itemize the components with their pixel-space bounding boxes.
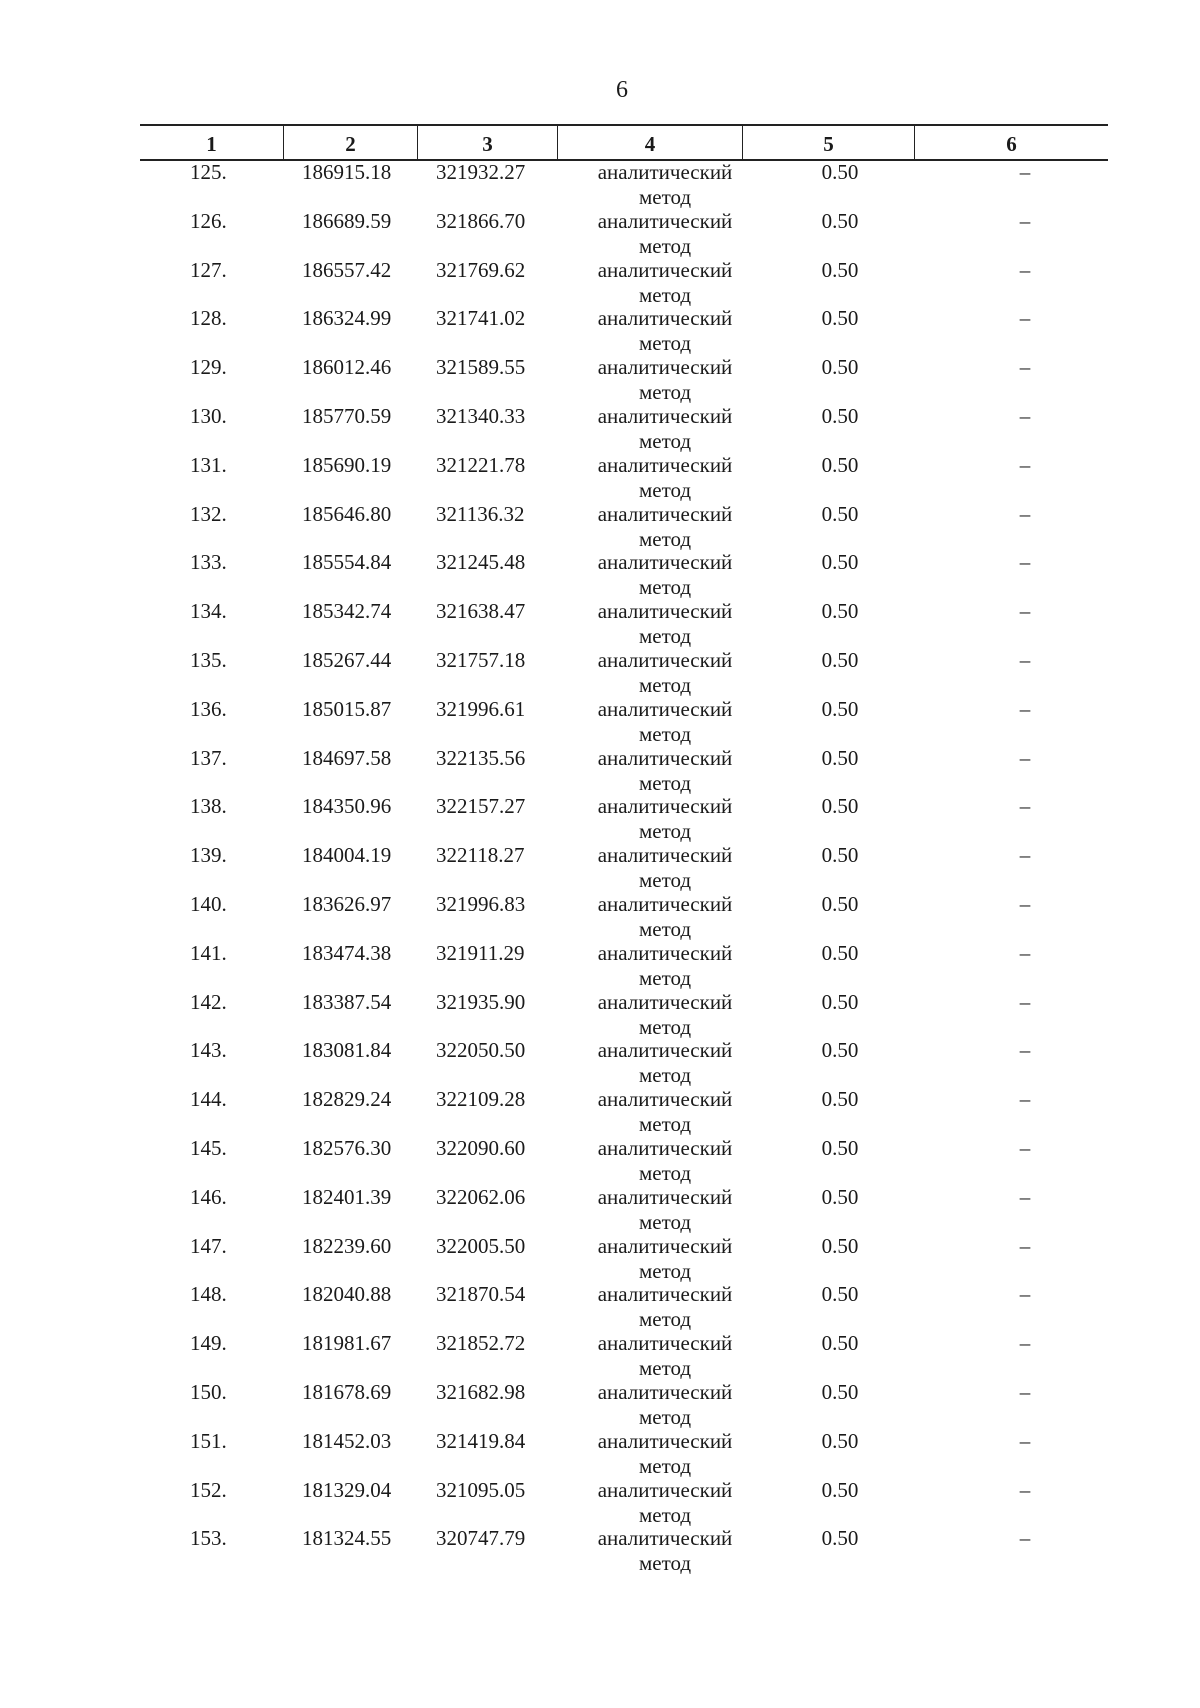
method-line-1: аналитический [597,208,733,233]
method-cell [540,941,790,991]
method-cell [540,160,790,210]
table-row [140,843,1108,892]
method-line-2: метод [638,770,692,795]
accuracy-value: 0.50 [821,501,859,526]
note-dash: – [1019,550,1031,575]
method-line-1: аналитический [597,647,733,672]
row-number: 149. [190,1331,227,1356]
row-number: 134. [190,599,227,624]
method-line-2: метод [638,1404,692,1429]
method-line-1: аналитический [597,1379,733,1404]
row-number: 150. [190,1379,227,1404]
method-line-2: метод [638,1112,692,1137]
table-row [140,1429,1108,1478]
accuracy-value: 0.50 [821,403,859,428]
method-line-2: метод [638,916,692,941]
note-dash: – [1019,1233,1031,1258]
accuracy-value: 0.50 [821,696,859,721]
header-col-2: 2 [283,126,417,159]
row-number: 148. [190,1282,227,1307]
accuracy-value: 0.50 [821,794,859,819]
note-dash: – [1019,1184,1031,1209]
accuracy-value: 0.50 [821,1331,859,1356]
method-line-2: метод [638,721,692,746]
row-number: 146. [190,1184,227,1209]
table-row [140,502,1108,551]
coordinate-y: 321757.18 [436,647,526,672]
coordinate-x: 184697.58 [302,745,392,770]
coordinate-x: 184350.96 [302,794,392,819]
coordinate-y: 321741.02 [436,306,526,331]
method-line-1: аналитический [597,745,733,770]
row-number: 131. [190,452,227,477]
note-dash: – [1019,1428,1031,1453]
coordinate-x: 185554.84 [302,550,392,575]
row-number: 152. [190,1477,227,1502]
coordinate-y: 321935.90 [436,989,526,1014]
method-cell [540,1136,790,1186]
method-line-2: метод [638,185,692,209]
method-cell [540,648,790,698]
method-line-1: аналитический [597,1038,733,1063]
row-number: 139. [190,843,227,868]
accuracy-value: 0.50 [821,452,859,477]
method-cell [540,746,790,796]
table-row [140,1185,1108,1234]
accuracy-value: 0.50 [821,1428,859,1453]
method-line-1: аналитический [597,940,733,965]
coordinate-x: 185015.87 [302,696,392,721]
note-dash: – [1019,403,1031,428]
method-line-1: аналитический [597,160,733,184]
coordinate-x: 183626.97 [302,891,392,916]
method-line-2: метод [638,233,692,258]
row-number: 140. [190,891,227,916]
method-line-2: метод [638,672,692,697]
method-cell [540,1038,790,1088]
coordinate-x: 181981.67 [302,1331,392,1356]
table-row [140,258,1108,307]
method-cell [540,843,790,893]
accuracy-value: 0.50 [821,355,859,380]
coordinate-x: 185646.80 [302,501,392,526]
coordinate-x: 186557.42 [302,257,392,282]
row-number: 145. [190,1135,227,1160]
method-cell [540,794,790,844]
method-line-2: метод [638,380,692,405]
table-row [140,794,1108,843]
method-cell [540,1331,790,1381]
table-row [140,1282,1108,1331]
row-number: 125. [190,160,227,184]
table-row [140,550,1108,599]
method-cell [540,502,790,552]
coordinate-x: 182576.30 [302,1135,392,1160]
method-line-2: метод [638,1258,692,1283]
method-line-1: аналитический [597,1184,733,1209]
method-cell [540,550,790,600]
method-line-2: метод [638,1502,692,1527]
method-line-2: метод [638,331,692,356]
method-cell [540,1185,790,1235]
coordinate-y: 322062.06 [436,1184,526,1209]
method-line-2: метод [638,477,692,502]
row-number: 132. [190,501,227,526]
coordinate-x: 182401.39 [302,1184,392,1209]
note-dash: – [1019,696,1031,721]
method-cell [540,404,790,454]
coordinate-y: 321769.62 [436,257,526,282]
method-line-2: метод [638,1453,692,1478]
coordinate-y: 322005.50 [436,1233,526,1258]
table-row [140,1526,1108,1575]
header-col-1: 1 [206,132,217,156]
accuracy-value: 0.50 [821,1184,859,1209]
table-row [140,453,1108,502]
method-cell [540,1282,790,1332]
method-line-1: аналитический [597,501,733,526]
table-row [140,1136,1108,1185]
method-line-2: метод [638,1551,692,1576]
row-number: 147. [190,1233,227,1258]
table-row [140,990,1108,1039]
row-number: 138. [190,794,227,819]
coordinate-y: 322050.50 [436,1038,526,1063]
table-row [140,1478,1108,1527]
method-cell [540,453,790,503]
table-row [140,160,1108,209]
accuracy-value: 0.50 [821,989,859,1014]
method-line-1: аналитический [597,1526,733,1551]
coordinate-y: 321682.98 [436,1379,526,1404]
accuracy-value: 0.50 [821,1038,859,1063]
accuracy-value: 0.50 [821,843,859,868]
method-line-1: аналитический [597,550,733,575]
method-line-1: аналитический [597,599,733,624]
coordinate-y: 321932.27 [436,160,526,184]
header-col-3: 3 [417,126,557,159]
method-line-2: метод [638,282,692,307]
note-dash: – [1019,1379,1031,1404]
method-cell [540,306,790,356]
row-number: 153. [190,1526,227,1551]
row-number: 135. [190,647,227,672]
table-header [140,124,1108,161]
method-line-2: метод [638,868,692,893]
method-cell [540,1429,790,1479]
method-cell [540,1234,790,1284]
method-cell [540,1380,790,1430]
method-line-1: аналитический [597,257,733,282]
table-row [140,1234,1108,1283]
table-row [140,209,1108,258]
method-line-1: аналитический [597,452,733,477]
accuracy-value: 0.50 [821,745,859,770]
method-line-1: аналитический [597,989,733,1014]
header-col-5: 5 [742,126,914,159]
coordinate-x: 181329.04 [302,1477,392,1502]
row-number: 141. [190,940,227,965]
page-number: 6 [616,77,628,103]
table-row [140,1038,1108,1087]
accuracy-value: 0.50 [821,1087,859,1112]
method-cell [540,1087,790,1137]
row-number: 133. [190,550,227,575]
note-dash: – [1019,306,1031,331]
coordinate-y: 322118.27 [436,843,525,868]
note-dash: – [1019,160,1031,184]
method-line-2: метод [638,624,692,649]
method-line-1: аналитический [597,794,733,819]
coordinate-x: 185690.19 [302,452,392,477]
table-row [140,697,1108,746]
coordinate-x: 186915.18 [302,160,392,184]
coordinate-y: 321852.72 [436,1331,526,1356]
table-row [140,1331,1108,1380]
method-cell [540,697,790,747]
coordinate-x: 185770.59 [302,403,392,428]
coordinate-x: 181324.55 [302,1526,392,1551]
row-number: 136. [190,696,227,721]
note-dash: – [1019,1477,1031,1502]
accuracy-value: 0.50 [821,1526,859,1551]
method-line-1: аналитический [597,1087,733,1112]
coordinate-x: 183474.38 [302,940,392,965]
coordinate-x: 182239.60 [302,1233,392,1258]
method-line-2: метод [638,819,692,844]
method-line-1: аналитический [597,1428,733,1453]
note-dash: – [1019,843,1031,868]
table-row [140,306,1108,355]
coordinate-y: 321136.32 [436,501,525,526]
method-line-1: аналитический [597,696,733,721]
row-number: 127. [190,257,227,282]
table-row [140,941,1108,990]
header-col-4: 4 [557,126,742,159]
note-dash: – [1019,1038,1031,1063]
row-number: 142. [190,989,227,1014]
table-row [140,404,1108,453]
method-line-1: аналитический [597,1282,733,1307]
method-line-2: метод [638,1307,692,1332]
method-cell [540,990,790,1040]
note-dash: – [1019,745,1031,770]
method-cell [540,258,790,308]
method-line-2: метод [638,428,692,453]
coordinate-y: 321870.54 [436,1282,526,1307]
note-dash: – [1019,257,1031,282]
coordinate-x: 181452.03 [302,1428,392,1453]
coordinate-y: 322109.28 [436,1087,526,1112]
accuracy-value: 0.50 [821,1477,859,1502]
accuracy-value: 0.50 [821,306,859,331]
note-dash: – [1019,208,1031,233]
coordinate-y: 321996.83 [436,891,526,916]
accuracy-value: 0.50 [821,599,859,624]
method-cell [540,599,790,649]
note-dash: – [1019,355,1031,380]
method-line-2: метод [638,1014,692,1039]
coordinate-x: 181678.69 [302,1379,392,1404]
method-line-2: метод [638,965,692,990]
table-body [140,160,1108,1575]
coordinate-y: 321589.55 [436,355,526,380]
row-number: 129. [190,355,227,380]
method-line-1: аналитический [597,306,733,331]
accuracy-value: 0.50 [821,257,859,282]
coordinate-x: 186324.99 [302,306,392,331]
row-number: 151. [190,1428,227,1453]
coordinate-x: 183387.54 [302,989,392,1014]
method-line-1: аналитический [597,1477,733,1502]
coordinate-y: 321221.78 [436,452,526,477]
coordinate-x: 185342.74 [302,599,392,624]
method-line-2: метод [638,526,692,551]
note-dash: – [1019,1526,1031,1551]
accuracy-value: 0.50 [821,940,859,965]
coordinate-x: 182829.24 [302,1087,392,1112]
coordinate-y: 321245.48 [436,550,526,575]
method-cell [540,1526,790,1576]
method-line-1: аналитический [597,843,733,868]
note-dash: – [1019,989,1031,1014]
table-row [140,1087,1108,1136]
coordinate-x: 185267.44 [302,647,392,672]
row-number: 143. [190,1038,227,1063]
coordinate-y: 321419.84 [436,1428,526,1453]
coordinate-x: 184004.19 [302,843,392,868]
coordinate-x: 182040.88 [302,1282,392,1307]
coordinate-y: 322090.60 [436,1135,526,1160]
row-number: 130. [190,403,227,428]
note-dash: – [1019,501,1031,526]
coordinate-y: 320747.79 [436,1526,526,1551]
header-col-6: 6 [914,126,1108,159]
coordinate-y: 321095.05 [436,1477,526,1502]
table-row [140,1380,1108,1429]
row-number: 137. [190,745,227,770]
row-number: 126. [190,208,227,233]
method-cell [540,355,790,405]
method-line-2: метод [638,1356,692,1381]
note-dash: – [1019,1087,1031,1112]
method-line-1: аналитический [597,1233,733,1258]
coordinate-y: 321340.33 [436,403,526,428]
method-line-2: метод [638,1209,692,1234]
method-line-2: метод [638,1063,692,1088]
method-line-1: аналитический [597,403,733,428]
coordinate-x: 186689.59 [302,208,392,233]
note-dash: – [1019,940,1031,965]
accuracy-value: 0.50 [821,1135,859,1160]
method-line-1: аналитический [597,1135,733,1160]
coordinates-table [140,124,1108,1576]
accuracy-value: 0.50 [821,1233,859,1258]
table-row [140,355,1108,404]
table-row [140,599,1108,648]
method-cell [540,1478,790,1528]
accuracy-value: 0.50 [821,550,859,575]
method-line-2: метод [638,575,692,600]
table-row [140,648,1108,697]
coordinate-y: 322135.56 [436,745,526,770]
note-dash: – [1019,1135,1031,1160]
accuracy-value: 0.50 [821,1282,859,1307]
coordinate-x: 183081.84 [302,1038,392,1063]
coordinate-y: 321866.70 [436,208,526,233]
table-row [140,892,1108,941]
method-line-1: аналитический [597,1331,733,1356]
method-line-1: аналитический [597,355,733,380]
accuracy-value: 0.50 [821,1379,859,1404]
coordinate-y: 321996.61 [436,696,526,721]
note-dash: – [1019,891,1031,916]
note-dash: – [1019,647,1031,672]
coordinate-y: 322157.27 [436,794,526,819]
accuracy-value: 0.50 [821,647,859,672]
note-dash: – [1019,452,1031,477]
note-dash: – [1019,1282,1031,1307]
accuracy-value: 0.50 [821,891,859,916]
row-number: 128. [190,306,227,331]
method-cell [540,209,790,259]
method-line-1: аналитический [597,891,733,916]
method-cell [540,892,790,942]
note-dash: – [1019,794,1031,819]
accuracy-value: 0.50 [821,208,859,233]
accuracy-value: 0.50 [821,160,859,184]
coordinate-y: 321638.47 [436,599,526,624]
coordinate-y: 321911.29 [436,940,525,965]
table-row [140,746,1108,795]
method-line-2: метод [638,1160,692,1185]
note-dash: – [1019,1331,1031,1356]
note-dash: – [1019,599,1031,624]
coordinate-x: 186012.46 [302,355,392,380]
row-number: 144. [190,1087,227,1112]
